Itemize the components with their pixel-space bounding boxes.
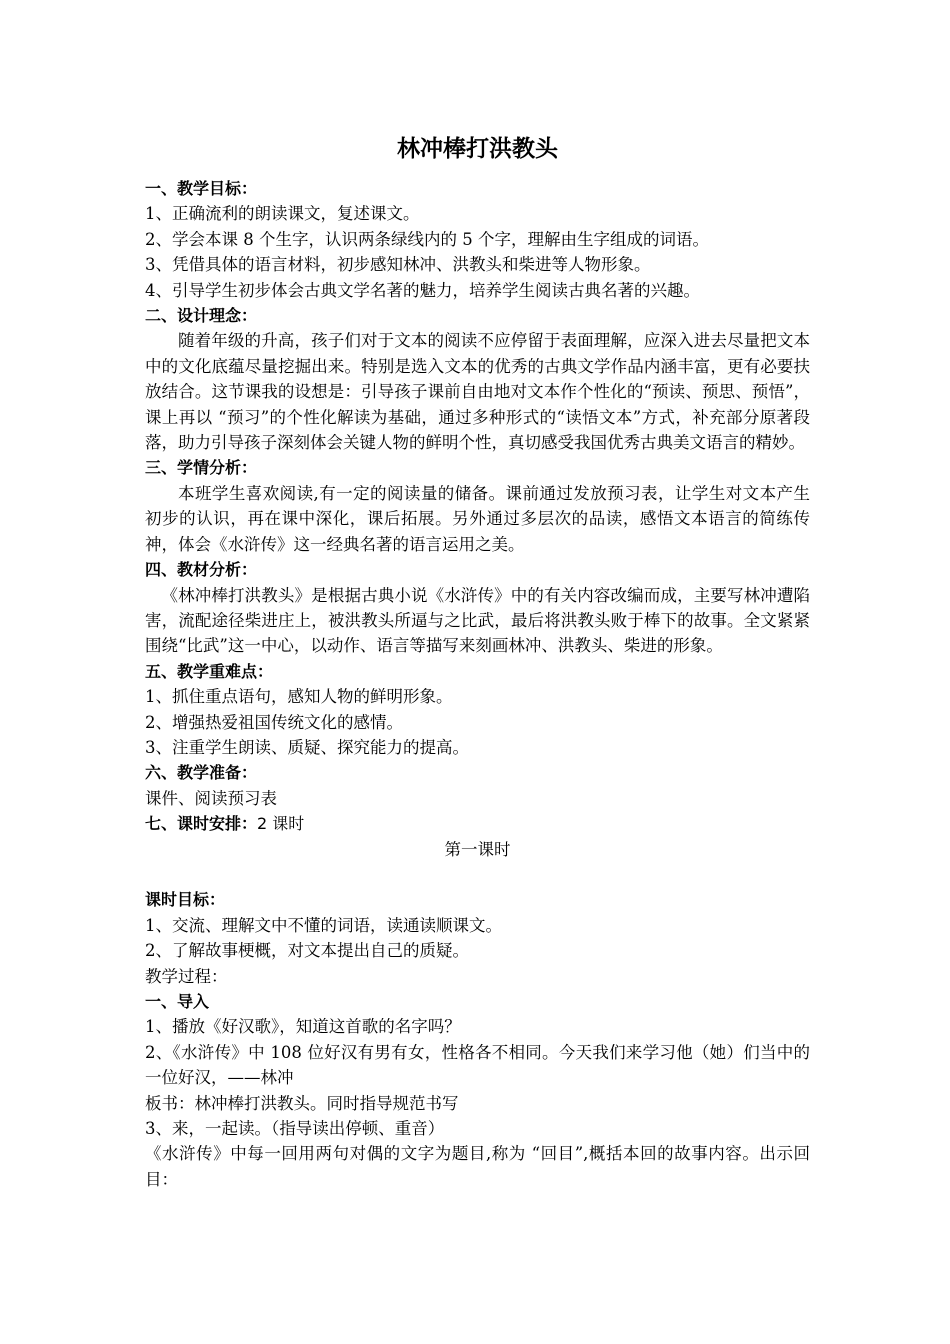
section-heading-introduction: 一、导入 (145, 991, 210, 1011)
key-point-item: 1、抓住重点语句，感知人物的鲜明形象。 (145, 687, 453, 707)
material-analysis-paragraph: 《林冲棒打洪教头》是根据古典小说《水浒传》中的有关内容改编而成，主要写林冲遭陷害，流配途径柴进庄上，被洪教头所逼与之比武，最后将洪教头败于棒下的故事。全文紧紧围绕“比武”这一中心，以动作、语言等描写来刻画林冲、洪教头、柴进的形象。 (145, 585, 810, 656)
schedule-label: 七、课时安排： (145, 814, 258, 834)
key-point-item: 2、增强热爱祖国传统文化的感情。 (145, 712, 403, 732)
objective-item: 4、引导学生初步体会古典文学名著的魅力，培养学生阅读古典名著的兴趣。 (145, 280, 700, 300)
preparation-content: 课件、阅读预习表 (145, 788, 277, 808)
intro-item: 1、播放《好汉歌》，知道这首歌的名字吗？ (145, 1017, 461, 1037)
section-heading-student-analysis: 三、学情分析： (145, 458, 258, 478)
intro-item: 2、《水浒传》中 108 位好汉有男有女，性格各不相同。今天我们来学习他（她）们当中的一位好汉，——林冲 (145, 1042, 810, 1088)
section-heading-objectives: 一、教学目标： (145, 179, 258, 198)
section-heading-schedule (145, 811, 810, 836)
key-point-item: 3、注重学生朗读、质疑、探究能力的提高。 (145, 737, 469, 757)
board-note: 板书：林冲棒打洪教头。同时指导规范书写 (145, 1093, 459, 1113)
objective-item: 3、凭借具体的语言材料，初步感知林冲、洪教头和柴进等人物形象。 (145, 255, 651, 275)
schedule-value: 2 课时 (257, 814, 305, 834)
objective-item: 1、正确流利的朗读课文，复述课文。 (145, 204, 420, 224)
process-label: 教学过程： (145, 966, 228, 986)
blank-line (145, 862, 810, 887)
intro-closing-paragraph: 《水浒传》中每一回用两句对偶的文字为题目,称为 “回目”,概括本回的故事内容。出示回目： (145, 1144, 810, 1189)
lesson-goal-item: 2、了解故事梗概，对文本提出自己的质疑。 (145, 941, 469, 961)
objective-item: 2、学会本课 8 个生字，认识两条绿线内的 5 个字，理解由生字组成的词语。 (145, 229, 709, 249)
intro-item: 3、来，一起读。（指导读出停顿、重音） (145, 1119, 445, 1139)
student-analysis-paragraph: 本班学生喜欢阅读,有一定的阅读量的储备。课前通过发放预习表，让学生对文本产生初步的认识，再在课中深化，课后拓展。另外通过多层次的品读，感悟文本语言的简练传神，体会《水浒传》这一经典名著的语言运用之美。 (145, 483, 810, 554)
design-concept-paragraph: 随着年级的升高，孩子们对于文本的阅读不应停留于表面理解，应深入进去尽量把文本中的文化底蕴尽量挖掘出来。特别是选入文本的优秀的古典文学作品内涵丰富，更有必要扶放结合。这节课我的设想是：引导孩子课前自由地对文本作个性化的“预读、预思、预悟”，课上再以 “预习”的个性化解读为基础，通过多种形式的“读悟文本”方式，补充部分原著段落，助力引导孩子深刻体会关键人物的鲜明个性，真切感受我国优秀古典美文语言的精妙。 (145, 331, 810, 453)
section-heading-preparation: 六、教学准备： (145, 763, 258, 783)
section-heading-key-points: 五、教学重难点： (145, 661, 274, 681)
document-title: 林冲棒打洪教头 (397, 136, 558, 162)
lesson-goal-item: 1、交流、理解文中不懂的词语，读通读顺课文。 (145, 915, 502, 935)
section-heading-design-concept: 二、设计理念： (145, 306, 258, 326)
document-page (145, 132, 810, 1192)
section-heading-lesson-goals: 课时目标： (145, 890, 226, 910)
lesson-title: 第一课时 (444, 839, 511, 859)
section-heading-material-analysis: 四、教材分析： (145, 560, 258, 580)
